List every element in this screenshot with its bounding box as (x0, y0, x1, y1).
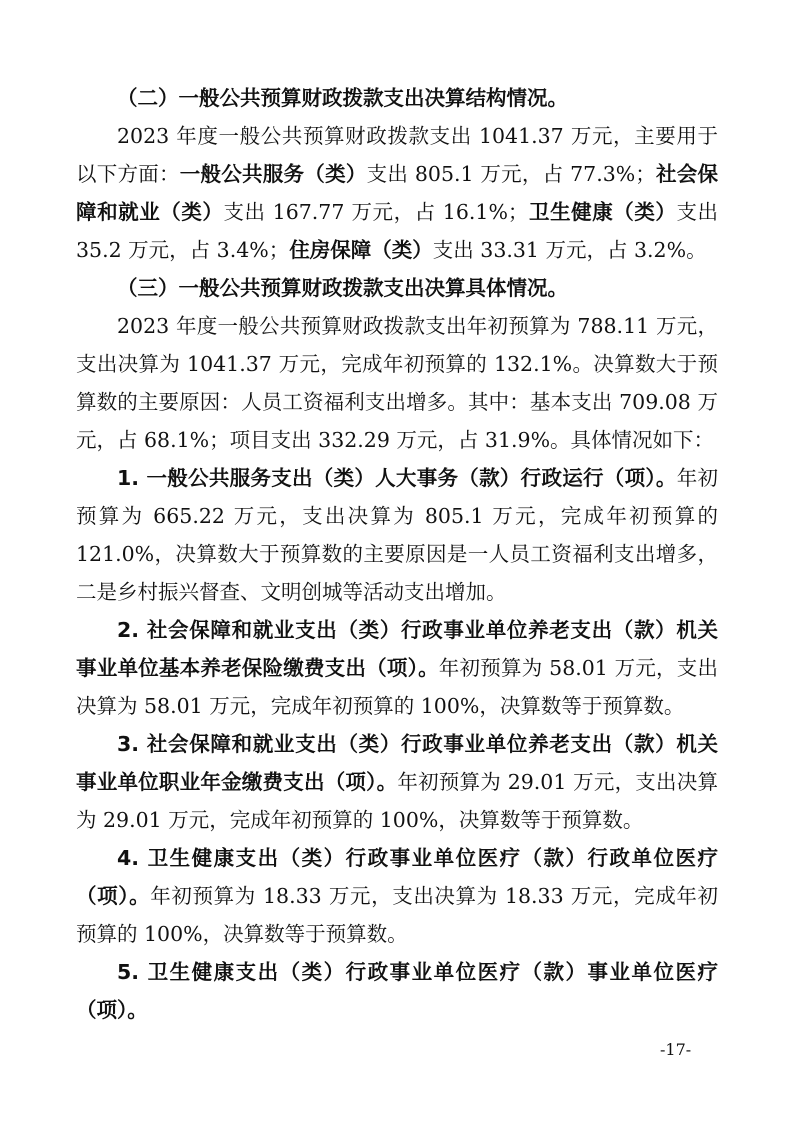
item-4 (76, 839, 718, 953)
paragraph-text: 支出 35.2 万元，占 3.4%； (76, 200, 719, 262)
item-title: 4. 卫生健康支出（类）行政事业单位医疗（款）行政单位医疗（项）。 (76, 846, 718, 908)
paragraph-text: 支出 805.1 万元，占 77.3%； (366, 162, 656, 186)
paragraph-text: 支出 167.77 万元，占 16.1%； (223, 200, 529, 224)
section-heading-3: （三）一般公共预算财政拨款支出决算具体情况。 (117, 276, 568, 300)
item-1 (76, 459, 718, 611)
item-text: 年初预算为 58.01 万元，支出决算为 58.01 万元，完成年初预算的 100%，决算数等于预算数。 (76, 656, 718, 718)
item-5 (76, 953, 718, 1029)
category-label: 卫生健康（类） (528, 200, 677, 224)
item-title: 1. 一般公共服务支出（类）人大事务（款）行政运行（项）。 (117, 466, 677, 490)
item-title: 2. 社会保障和就业支出（类）行政事业单位养老支出（款）机关事业单位基本养老保险缴费支出（项）。 (76, 618, 718, 680)
paragraph-text: 2023 年度一般公共预算财政拨款支出 1041.37 万元，主要用于以下方面： (76, 124, 718, 186)
category-label: 住房保障（类） (289, 238, 433, 262)
item-3 (76, 725, 718, 839)
paragraph-structure (76, 117, 718, 269)
item-text: 年初预算为 18.33 万元，支出决算为 18.33 万元，完成年初预算的 100%，决算数等于预算数。 (76, 884, 718, 946)
item-text: 年初预算为 29.01 万元，支出决算为 29.01 万元，完成年初预算的 100%，决算数等于预算数。 (76, 770, 718, 832)
item-text: 年初预算为 665.22 万元，支出决算为 805.1 万元，完成年初预算的 121.0%，决算数大于预算数的主要原因是一人员工资福利支出增多，二是乡村振兴督查、文明创城等活动支出增加。 (76, 466, 719, 604)
page-number: -17- (660, 1040, 692, 1059)
paragraph-text: 支出 33.31 万元，占 3.2%。 (432, 238, 707, 262)
paragraph-details: 2023 年度一般公共预算财政拨款支出年初预算为 788.11 万元，支出决算为 1041.37 万元，完成年初预算的 132.1%。决算数大于预算数的主要原因：人员工资福利支出增多。其中：基本支出 709.08 万元，占 68.1%；项目支出 332.29 万元，占 31.9%。具体情况如下： (76, 314, 718, 452)
item-2 (76, 611, 718, 725)
section-heading-2: （二）一般公共预算财政拨款支出决算结构情况。 (117, 86, 568, 110)
category-label: 社会保障和就业（类） (76, 162, 718, 224)
item-title: 5. 卫生健康支出（类）行政事业单位医疗（款）事业单位医疗（项）。 (76, 960, 718, 1022)
item-title: 3. 社会保障和就业支出（类）行政事业单位养老支出（款）机关事业单位职业年金缴费支出（项）。 (76, 732, 718, 794)
category-label: 一般公共服务（类） (179, 162, 367, 186)
